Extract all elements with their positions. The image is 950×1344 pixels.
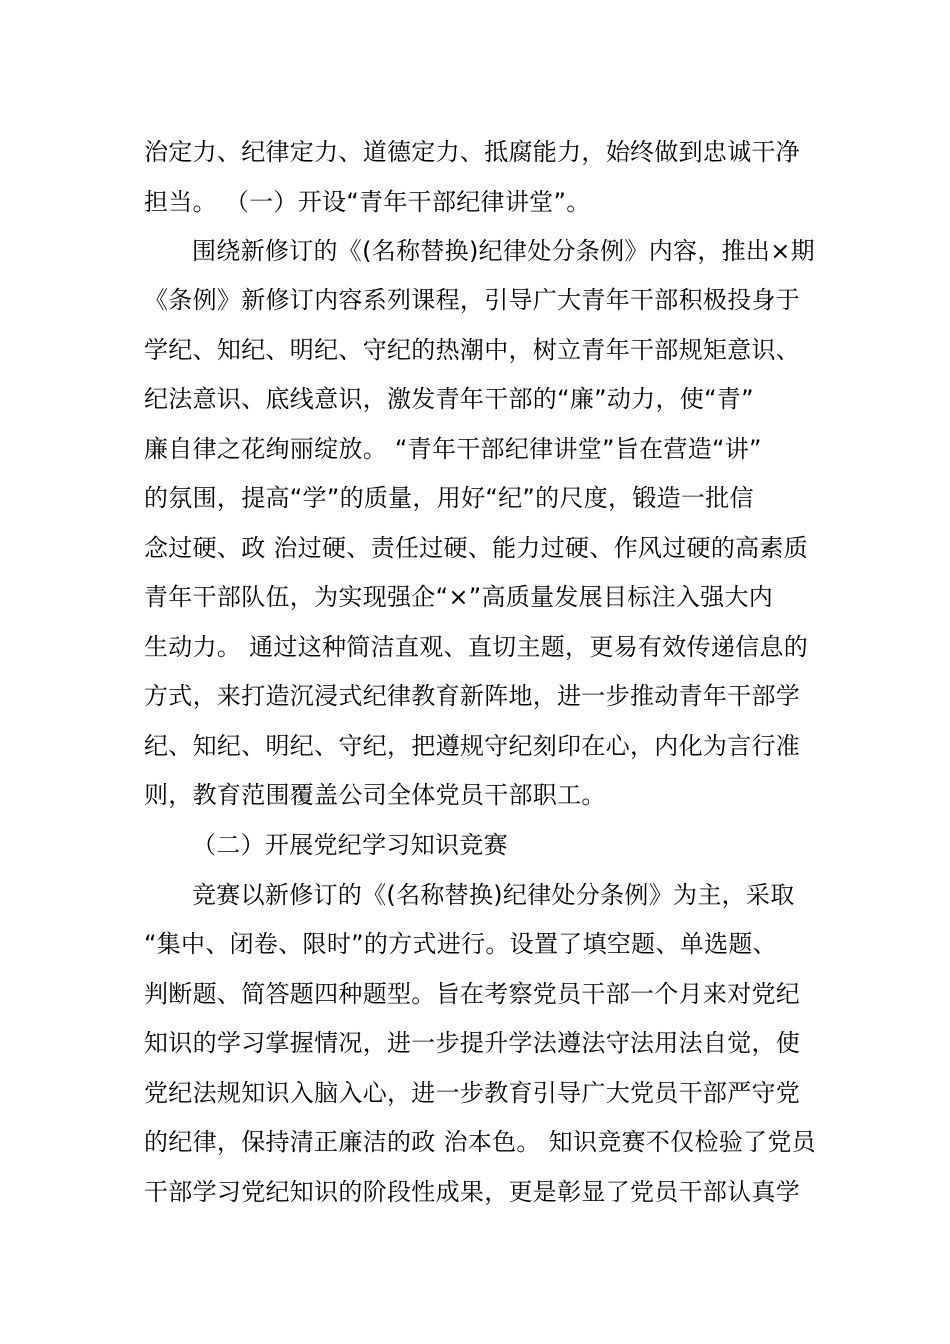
text-line-with-heading: 担当。 （一）开设“青年干部纪律讲堂”。 <box>144 188 591 216</box>
text-line: 纪法意识、底线意识，激发青年干部的“廉”动力，使“青” <box>144 385 754 413</box>
text-line: 《条例》新修订内容系列课程，引导广大青年干部积极投身于 <box>144 286 801 314</box>
text-line: 念过硬、政 治过硬、责任过硬、能力过硬、作风过硬的高素质 <box>144 534 809 562</box>
text-line: 则，教育范围覆盖公司全体党员干部职工。 <box>144 781 606 809</box>
paragraph-first-line: 竞赛以新修订的《(名称替换)纪律处分条例》为主，采取 <box>192 881 795 909</box>
text-line: 判断题、简答题四种题型。旨在考察党员干部一个月来对党纪 <box>144 980 801 1008</box>
text-line: 纪、知纪、明纪、守纪，把遵规守纪刻印在心，内化为言行准 <box>144 732 801 760</box>
section-heading: （二）开展党纪学习知识竞赛 <box>192 831 508 859</box>
text-line: 方式，来打造沉浸式纪律教育新阵地，进一步推动青年干部学 <box>144 682 801 710</box>
text-line: 的纪律，保持清正廉洁的政 治本色。 知识竞赛不仅检验了党员 <box>144 1128 816 1156</box>
text-line: 青年干部队伍，为实现强企“×”高质量发展目标注入强大内 <box>144 583 774 611</box>
text-line: 廉自律之花绚丽绽放。 “青年干部纪律讲堂”旨在营造“讲” <box>144 435 762 463</box>
text-line: 生动力。 通过这种简洁直观、直切主题，更易有效传递信息的 <box>144 633 809 661</box>
text-line: 学纪、知纪、明纪、守纪的热潮中，树立青年干部规矩意识、 <box>144 336 801 364</box>
text-line: “集中、闭卷、限时”的方式进行。设置了填空题、单选题、 <box>144 930 777 958</box>
text-line: 知识的学习掌握情况，进一步提升学法遵法守法用法自觉，使 <box>144 1029 801 1057</box>
text-line: 治定力、纪律定力、道德定力、抵腐能力，始终做到忠诚干净 <box>144 138 801 166</box>
text-line: 的氛围，提高“学”的质量，用好“纪”的尺度，锻造一批信 <box>144 484 754 512</box>
text-line: 干部学习党纪知识的阶段性成果，更是彰显了党员干部认真学 <box>144 1178 801 1206</box>
paragraph-first-line: 围绕新修订的《(名称替换)纪律处分条例》内容，推出×期 <box>192 237 815 265</box>
text-line: 党纪法规知识入脑入心，进一步教育引导广大党员干部严守党 <box>144 1079 801 1107</box>
